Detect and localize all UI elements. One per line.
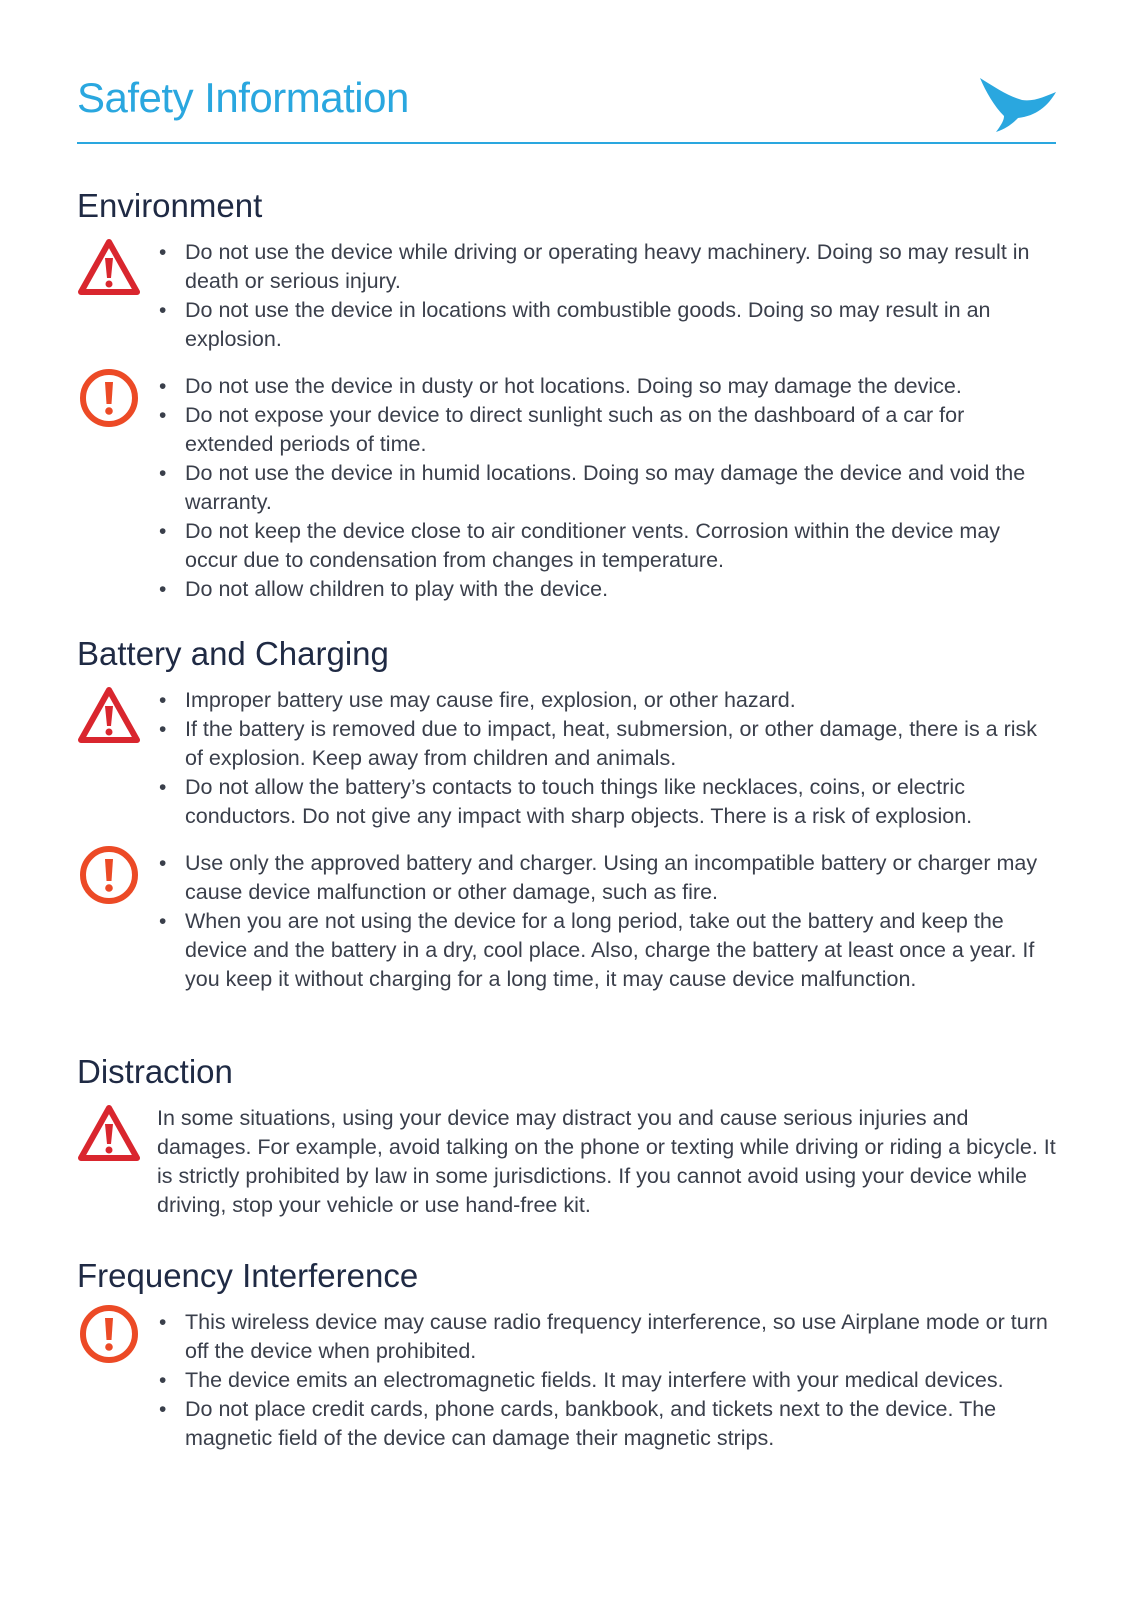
warning-triangle-icon	[77, 1102, 141, 1166]
section-environment	[77, 186, 1056, 604]
section-battery-charging	[77, 634, 1056, 994]
caution-circle-icon	[77, 843, 141, 907]
caution-list	[77, 372, 1056, 604]
warning-block	[77, 1104, 1056, 1220]
warning-list	[77, 686, 1056, 831]
bird-logo-icon	[978, 74, 1056, 132]
caution-block	[77, 1308, 1056, 1453]
page-title: Safety Information	[77, 74, 409, 121]
caution-circle-icon	[77, 1302, 141, 1366]
section-title: Environment	[77, 187, 263, 224]
warning-block	[77, 238, 1056, 354]
list-item: • Do not use the device while driving or operating heavy machinery. Doing so may result in death or serious injury.	[157, 238, 1056, 296]
warning-list	[77, 238, 1056, 354]
list-item: • If the battery is removed due to impact, heat, submersion, or other damage, there is a risk of explosion. Keep away from children and animals.	[157, 715, 1056, 773]
section-title: Battery and Charging	[77, 635, 389, 672]
list-item: • Do not expose your device to direct sunlight such as on the dashboard of a car for extended periods of time.	[157, 401, 1056, 459]
caution-list	[77, 1308, 1056, 1453]
caution-list	[77, 849, 1056, 994]
list-item: • The device emits an electromagnetic fields. It may interfere with your medical devices.	[157, 1366, 1056, 1395]
section-distraction	[77, 1052, 1056, 1220]
list-item: • Do not use the device in dusty or hot locations. Doing so may damage the device.	[157, 372, 1056, 401]
list-item: • Improper battery use may cause fire, explosion, or other hazard.	[157, 686, 1056, 715]
caution-circle-icon	[77, 366, 141, 430]
list-item: • Do not keep the device close to air conditioner vents. Corrosion within the device may occur due to condensation from changes in temperature.	[157, 517, 1056, 575]
distraction-text: In some situations, using your device may distract you and cause serious injuries and damages. For example, avoid talking on the phone or texting while driving or riding a bicycle. It is strictly prohibited by law in some jurisdictions. If you cannot avoid using your device while driving, stop your vehicle or use hand-free kit.	[157, 1106, 1056, 1217]
list-item: • Do not use the device in locations with combustible goods. Doing so may result in an explosion.	[157, 296, 1056, 354]
warning-block	[77, 686, 1056, 831]
caution-block	[77, 372, 1056, 604]
warning-triangle-icon	[77, 684, 141, 748]
section-frequency-interference	[77, 1256, 1056, 1453]
page-header	[77, 70, 1056, 144]
list-item: • Use only the approved battery and charger. Using an incompatible battery or charger may cause device malfunction or other damage, such as fire.	[157, 849, 1056, 907]
list-item: • Do not place credit cards, phone cards, bankbook, and tickets next to the device. The magnetic field of the device can damage their magnetic strips.	[157, 1395, 1056, 1453]
section-title: Frequency Interference	[77, 1257, 419, 1294]
warning-triangle-icon	[77, 236, 141, 300]
list-item: • When you are not using the device for a long period, take out the battery and keep the device and the battery in a dry, cool place. Also, charge the battery at least once a year. If you keep it without charging for a long time, it may cause device malfunction.	[157, 907, 1056, 994]
list-item: • Do not allow the battery’s contacts to touch things like necklaces, coins, or electric conductors. Do not give any impact with sharp objects. There is a risk of explosion.	[157, 773, 1056, 831]
list-item: • Do not allow children to play with the device.	[157, 575, 1056, 604]
list-item: • This wireless device may cause radio frequency interference, so use Airplane mode or turn off the device when prohibited.	[157, 1308, 1056, 1366]
list-item: • Do not use the device in humid locations. Doing so may damage the device and void the warranty.	[157, 459, 1056, 517]
caution-block	[77, 849, 1056, 994]
section-title: Distraction	[77, 1053, 233, 1090]
